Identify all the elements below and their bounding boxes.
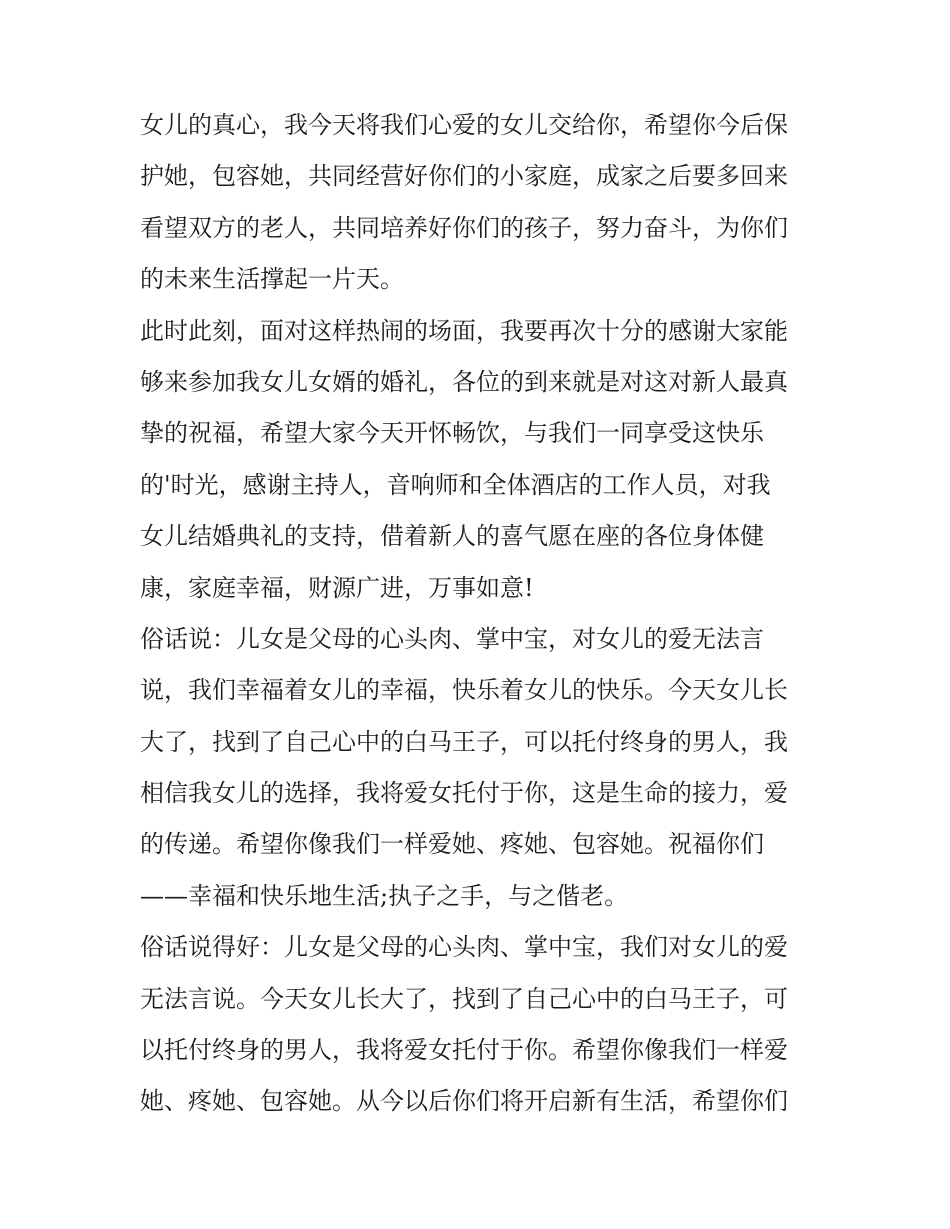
- text-line: 康，家庭幸福，财源广进，万事如意!: [140, 573, 534, 602]
- paragraph-2: [140, 306, 820, 614]
- text-line: 女儿结婚典礼的支持，借着新人的喜气愿在座的各位身体健: [140, 522, 764, 551]
- text-line: 护她，包容她，共同经营好你们的小家庭，成家之后要多回来: [140, 162, 788, 191]
- text-line: 相信我女儿的选择，我将爱女托付于你，这是生命的接力，爱: [140, 779, 788, 808]
- text-line: 大了，找到了自己心中的白马王子，可以托付终身的男人，我: [140, 727, 788, 756]
- text-line: 无法言说。今天女儿长大了，找到了自己心中的白马王子，可: [140, 984, 788, 1013]
- text-line: 俗话说：儿女是父母的心头肉、掌中宝，对女儿的爱无法言: [140, 624, 764, 653]
- document-body: [140, 100, 820, 1128]
- text-line: 够来参加我女儿女婿的婚礼，各位的到来就是对这对新人最真: [140, 367, 788, 396]
- text-line: 女儿的真心，我今天将我们心爱的女儿交给你，希望你今后保: [140, 111, 788, 139]
- text-line: 说，我们幸福着女儿的幸福，快乐着女儿的快乐。今天女儿长: [140, 676, 788, 705]
- paragraph-3: [140, 614, 820, 922]
- text-line: 的'时光，感谢主持人，音响师和全体酒店的工作人员，对我: [140, 470, 771, 499]
- text-line: 此时此刻，面对这样热闹的场面，我要再次十分的感谢大家能: [140, 316, 788, 345]
- paragraph-4: [140, 922, 820, 1128]
- text-line: 挚的祝福，希望大家今天开怀畅饮，与我们一同享受这快乐: [140, 419, 764, 448]
- text-line: 她、疼她、包容她。从今以后你们将开启新有生活，希望你们: [140, 1087, 788, 1116]
- text-line: 俗话说得好：儿女是父母的心头肉、掌中宝，我们对女儿的爱: [140, 933, 788, 962]
- text-line: 的传递。希望你像我们一样爱她、疼她、包容她。祝福你们: [140, 830, 764, 859]
- text-line: 以托付终身的男人，我将爱女托付于你。希望你像我们一样爱: [140, 1036, 788, 1065]
- paragraph-1: [140, 100, 820, 306]
- text-line: 看望双方的老人，共同培养好你们的孩子，努力奋斗，为你们: [140, 213, 788, 242]
- text-line: 的未来生活撑起一片天。: [140, 265, 404, 294]
- text-line: ——幸福和快乐地生活;执子之手，与之偕老。: [140, 881, 629, 910]
